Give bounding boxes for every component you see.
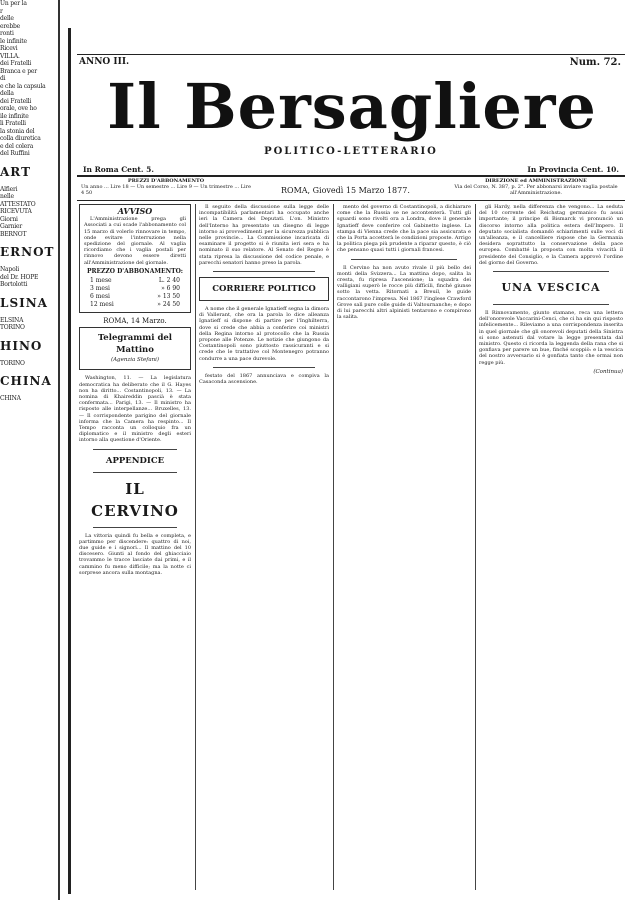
anno-label: ANNO III. xyxy=(79,57,130,67)
telegrammi-text: Washington, 11. — La legislatura democratica ha deliberato che il G. Hayes non ha diritto... Costantinopoli, 13. — La nomina di Khaireddin pascià è stata confermata... Parigi, 13. — Il ministro ha risposto alle interpellanze... Bruxelles, 13. — Il corrispondente parigino del giornale informa che la Camera ha respinto... Il Tempo racconta un colloquio fra un diplomatico e il ministro degli esteri intorno alla questione d'Oriente. xyxy=(79,375,191,444)
previous-page-fragment: nelle xyxy=(0,193,14,200)
previous-page-fragment: del Ruffini xyxy=(0,150,30,157)
top-rule xyxy=(77,54,625,55)
price-value: L. 2 40 xyxy=(158,277,180,285)
price-value: » 13 50 xyxy=(157,293,180,301)
previous-page-fragment: Garnier xyxy=(0,223,23,230)
previous-page-heading: LSINA xyxy=(0,295,48,310)
previous-page-fragment: Branca e per xyxy=(0,67,37,75)
previous-page-fragment: del Dr. HOPE xyxy=(0,273,39,281)
previous-page-fragment: TORINO xyxy=(0,324,25,331)
previous-page-fragment: TORINO xyxy=(0,359,25,367)
masthead-rule xyxy=(77,175,625,177)
header-bottom-rule xyxy=(77,200,625,201)
price-period: 3 mesi xyxy=(90,285,110,293)
previous-page-fragment: ile infinite xyxy=(0,112,29,120)
administration-info xyxy=(451,178,621,196)
column-rule xyxy=(333,204,334,890)
corriere-title: CORRIERE POLITICO xyxy=(212,284,316,295)
column-rule xyxy=(475,204,476,890)
previous-page-heading: ERNOT xyxy=(0,245,55,259)
previous-page-fragment: delle xyxy=(0,15,14,22)
previous-page-fragment: Giorni xyxy=(0,215,18,223)
administration-title: DIREZIONE ed AMMINISTRAZIONE xyxy=(485,178,587,184)
previous-page-fragment: Bortolotti xyxy=(0,281,28,288)
subscription-title: PREZZI D'ABBONAMENTO xyxy=(127,178,205,184)
price-province: In Provincia Cent. 10. xyxy=(527,165,619,174)
avviso-box xyxy=(79,204,191,313)
cervino-continuation: Il Cervino ha non avuto rivale il più bello dei monti della Svizzera... La mattina dopo, salita la cresta, fu ripresa l'ascensione; la squadra dei valligiani superò le rocce più difficili, finché giunse sotto la vetta. Ritornati a Breuil, le guide raccontarono l'impresa. Nel 1867 l'inglese Crawford Grove salì pure colle guide di Valtournanche; e dopo di lui parecchi altri alpinisti tentarono e compirono la salita. xyxy=(337,264,471,321)
avviso-text: L'Amministrazione prega gli Associati a cui scade l'abbonamento col 15 marzo di volerlo rinnovare in tempo, onde evitare l'interruzione nella spedizione del giornale. Al vaglia ricordiamo che i vaglia postali per rinnovo devono essere diretti all'Amministrazione del giornale. xyxy=(84,216,186,266)
vescica-title: UNA VESCICA xyxy=(501,281,601,295)
previous-page-fragment: colla diuretica xyxy=(0,135,41,142)
newspaper-subtitle: POLITICO-LETTERARIO xyxy=(264,146,438,157)
previous-page-fragment: VILLA. xyxy=(0,52,20,60)
price-row xyxy=(84,285,186,293)
previous-page-fragment: RICEVUTA xyxy=(0,208,32,215)
price-row xyxy=(84,293,186,301)
price-period: 6 mesi xyxy=(90,293,110,301)
previous-page-fragment: erebbe xyxy=(0,22,21,30)
previous-page-heading: CHINA xyxy=(0,374,52,388)
previous-page-fragment: li Fratelli xyxy=(0,120,26,127)
continua-label: (Continua) xyxy=(593,368,623,375)
previous-page-heading: HINO xyxy=(0,338,43,353)
rome-date: ROMA, 14 Marzo. xyxy=(103,317,167,326)
newspaper-title: Il Bersagliere xyxy=(107,70,597,143)
separator xyxy=(213,271,315,272)
previous-page-fragment: Un per la xyxy=(0,0,27,7)
previous-page-fragment: Napoli xyxy=(0,266,19,273)
previous-page-fragment: la stonia del xyxy=(0,127,35,135)
telegrammi-title: Telegrammi del Mattino xyxy=(97,333,173,356)
column-3 xyxy=(337,204,471,890)
appendice-title: APPENDICE xyxy=(105,455,165,466)
telegrammi-box xyxy=(79,327,191,370)
administration-text: Via del Corso, N. 387, p. 2°. Per abbonarsi inviare vaglia postale all'Amministrazione. xyxy=(454,184,618,196)
telegrammi-subtitle: (Agenzia Stefani) xyxy=(110,357,160,364)
previous-page-fragment: dei Fratelli xyxy=(0,97,32,105)
column-1 xyxy=(79,204,191,890)
price-rome: In Roma Cent. 5. xyxy=(83,165,154,174)
previous-page-fragment: BERNOT xyxy=(0,230,27,238)
cervino-text: La vittoria quindi fu bella e completa, e partimmo per discendere: quattro di noi, due guide e i signori... Il mattino del 10 discesero. Giunti al fondo del ghiacciaio trovammo le tracce lasciate dai primi, e il cammino fu meno difficile; ma la notte ci sorprese ancora sulla montagna. xyxy=(79,532,191,576)
previous-page-fragment: Alfieri xyxy=(0,185,18,193)
price-period: 12 mesi xyxy=(90,301,114,309)
separator xyxy=(93,449,177,450)
previous-page-fragments xyxy=(0,0,58,403)
previous-page-fragment: di xyxy=(0,75,6,82)
price-value: » 6 90 xyxy=(161,285,180,293)
previous-page-fragment: ATTESTATO xyxy=(0,200,36,208)
separator xyxy=(93,527,177,528)
separator xyxy=(351,259,457,260)
column-2-ending: festato del 1867 annunciava e compiva la Casaconda ascensione. xyxy=(199,372,329,386)
front-page xyxy=(68,28,631,894)
corriere-text: A nome che il generale Ignatieff segna la dimora di Vallerant, che ora la parola lo dice alleanza Ignatieff si dispone di partire per l'Inghilterra, dove si crede che abbia a conferire coi ministri della Regina intorno al protocollo che la Russia propone alle Potenze. Le notizie che giungono da Costantinopoli sono piuttosto rassicuranti e si crede che le trattative col Montenegro potranno condurre a una pace durevole. xyxy=(199,306,329,362)
previous-page-strip xyxy=(0,0,60,900)
previous-page-fragment: r xyxy=(0,7,3,15)
column-3-body: mento del governo di Costantinopoli, a dichiarare come che la Russia se ne accontenterà. Tutti gli sguardi sono rivolti ora a Londra, dove il generale Ignatieff deve conferire col Gabinetto inglese. La stampa di Vienna crede che la pace sia assicurata e che la Porta accetterà le condizioni proposte. Arrigo la politica piega più prudente a riparar questo, è ciò che pensano quasi tutti i giornali francesi. xyxy=(337,204,471,254)
previous-page-fragment: orale, ove ho xyxy=(0,105,37,112)
price-period: 1 mese xyxy=(90,277,112,285)
column-2 xyxy=(199,204,329,890)
previous-page-fragment: e del colera xyxy=(0,142,34,150)
separator xyxy=(493,304,609,305)
column-4 xyxy=(479,204,623,890)
price-row xyxy=(84,301,186,309)
cervino-title: IL CERVINO xyxy=(91,479,179,520)
previous-page-fragment: ELSINA xyxy=(0,316,24,324)
previous-page-heading: ART xyxy=(0,164,32,179)
previous-page-fragment: ronti xyxy=(0,30,14,37)
dateline: ROMA, Giovedì 15 Marzo 1877. xyxy=(281,186,410,195)
price-table-title: PREZZO D'ABBONAMENTO: xyxy=(86,267,184,275)
previous-page-fragment: le infinite xyxy=(0,37,27,45)
column-2-body: Il seguito della discussione sulla legge delle incompatibilità parlamentari ha occupato anche ieri la Camera dei Deputati. L'on. Ministro dell'Interno ha presentato un disegno di legge intorno ai provvedimenti per la sicurezza pubblica nelle provincie... La Commissione incaricata di esaminare il progetto si è riunita ieri sera e ha nominato il suo relatore. Al Senato del Regno è stata ripresa la discussione del codice penale, e parecchi senatori hanno preso la parola. xyxy=(199,204,329,266)
subscription-prices xyxy=(81,178,251,196)
price-value: » 24 50 xyxy=(157,301,180,309)
price-table xyxy=(84,277,186,309)
previous-page-fragment: della xyxy=(0,90,14,97)
corriere-box xyxy=(199,277,329,301)
previous-page-fragment: e che la capsula xyxy=(0,82,46,90)
previous-page-fragment: Ricevi xyxy=(0,45,18,52)
previous-page-fragment: CHINA xyxy=(0,395,21,402)
previous-page-fragment: dei Fratelli xyxy=(0,60,32,67)
separator xyxy=(493,271,609,272)
column-4-body: gli Hardy, nella differenza che vengono... La seduta del 10 corrente del Reichstag germanico fu assai importante; il principe di Bismarck vi pronunciò un discorso intorno alla politica estera dell'Impero. Il deputato socialista domandò schiarimenti sulle voci di un'alleanza, e il cancelliere rispose che la Germania desidera soprattutto la conservazione della pace europea. Combatté la proposta con molta vivacità il presidente del Consiglio, e la Camera approvò l'ordine del giorno del Governo. xyxy=(479,204,623,266)
separator xyxy=(93,472,177,473)
price-row xyxy=(84,277,186,285)
avviso-title: AVVISO xyxy=(117,206,153,216)
issue-number: Num. 72. xyxy=(569,57,621,68)
separator xyxy=(213,367,315,368)
subscription-text: Un anno ... Lire 18 — Un semestre ... Lire 9 — Un trimestre ... Lire 4 50 xyxy=(81,184,251,196)
column-rule xyxy=(195,204,196,890)
vescica-text: Il Rinnovamento, giunto stamane, reca una lettera dell'onorevole Vaccarini-Cenci, che ci ha sin qui risposto infelicemente... Rileviamo a una corrispondenza inserita in quel giornale che gli onorevoli deputati della Sinistra si sono astenuti dal votare la legge presentata dal ministro. Questo ci ricorda la leggenda della rana che si gonfiava per parere un bue, finché scoppiò: e la vescica del nostro avversario si è gonfiata tanto che ormai non regge più. xyxy=(479,310,623,366)
